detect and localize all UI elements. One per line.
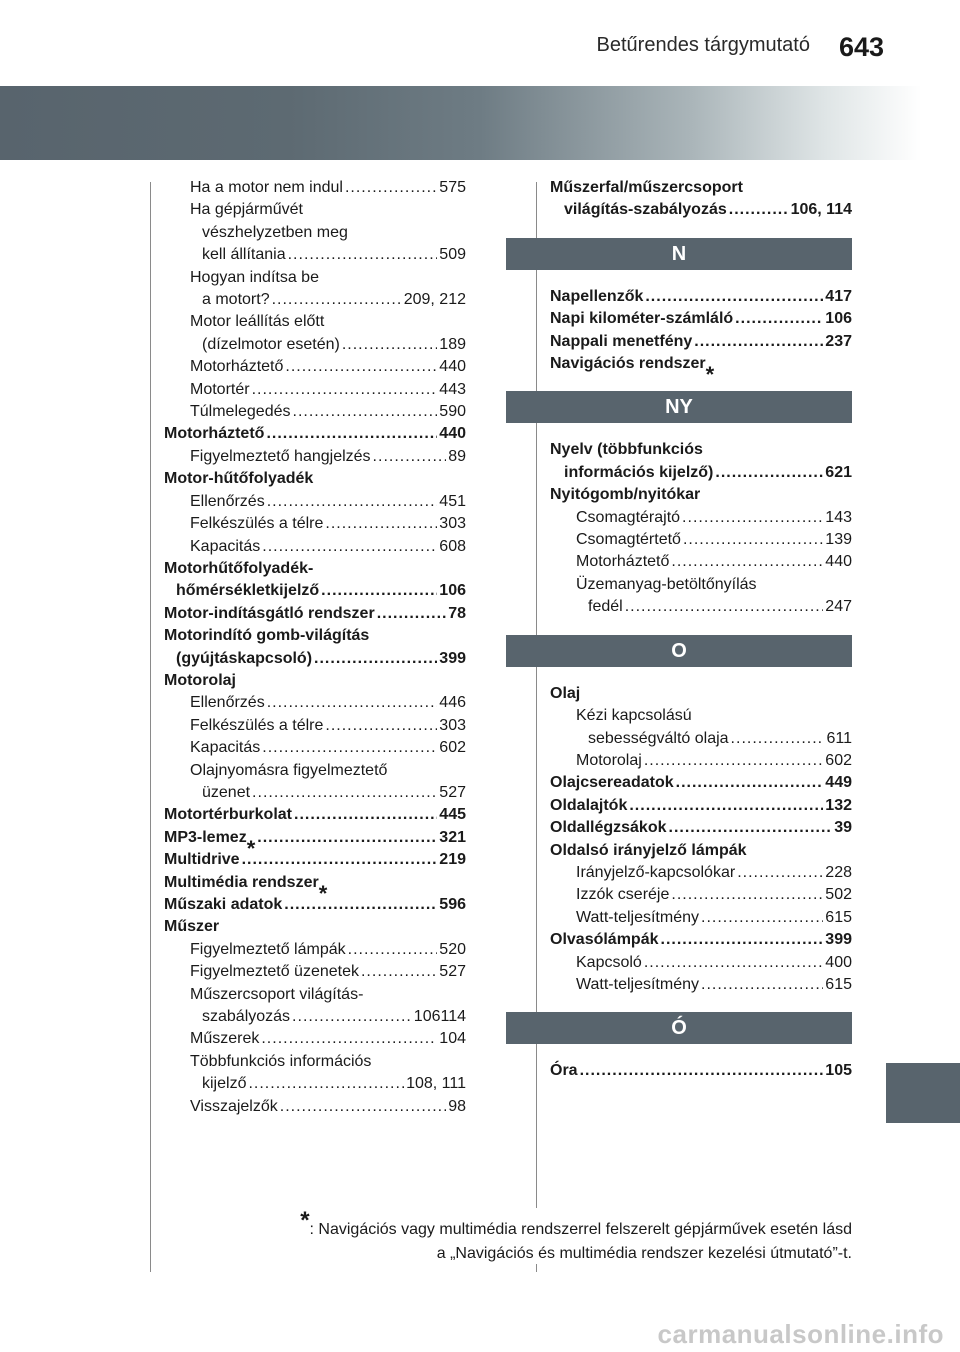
dot-leader (683, 529, 823, 551)
index-entry (164, 513, 466, 535)
index-entry (164, 468, 466, 490)
index-entry (550, 728, 852, 750)
dot-leader (325, 513, 437, 535)
dot-leader (629, 795, 823, 817)
dot-leader (731, 728, 825, 750)
index-entry-term: (gyújtáskapcsoló) (176, 649, 313, 667)
index-entry-term: Motortér (190, 380, 250, 398)
index-entry-page: 106114 (413, 1008, 466, 1026)
index-entry-term: Felkészülés a télre (190, 716, 324, 734)
index-entry (164, 491, 466, 513)
index-entry-term: Olajnyomásra figyelmeztető (190, 761, 388, 779)
index-entry-term: világítás-szabályozás (564, 201, 727, 219)
dot-leader (729, 199, 789, 221)
index-entry (164, 1028, 466, 1050)
index-entry-page: 132 (825, 796, 852, 814)
dot-leader (267, 692, 438, 714)
index-entry-page: 527 (439, 783, 466, 801)
index-entry (164, 603, 466, 625)
index-entry-page: 608 (439, 537, 466, 555)
index-entry (550, 817, 852, 839)
dot-leader (325, 715, 437, 737)
dot-leader (676, 772, 824, 794)
dot-leader (580, 1060, 824, 1082)
index-entry-page: 615 (825, 908, 852, 926)
index-entry-term: Műszer (164, 918, 220, 936)
index-entry (164, 1073, 466, 1095)
index-entry (550, 907, 852, 929)
index-entry-page: 89 (448, 447, 466, 465)
index-entry (164, 916, 466, 938)
dot-leader (737, 862, 823, 884)
index-entry (164, 961, 466, 983)
index-entry-page: 209, 212 (403, 291, 466, 309)
index-entry-term: Kapacitás (190, 739, 261, 757)
index-entry-page: 105 (825, 1062, 852, 1080)
index-entry-page: 39 (834, 819, 852, 837)
index-entry-term: Figyelmeztető hangjelzés (190, 447, 371, 465)
section-letter-header: NY (506, 391, 852, 423)
dot-leader (314, 648, 437, 670)
index-entry (164, 760, 466, 782)
index-entry (550, 929, 852, 951)
dot-leader (361, 961, 437, 983)
index-entry (164, 289, 466, 311)
footnote (200, 1207, 852, 1266)
section-letter-header: N (506, 238, 852, 270)
index-entry-term: Ellenőrzés (190, 492, 265, 510)
index-entry-term: Olajcsereadatok (550, 774, 674, 792)
chapter-tab (886, 1063, 960, 1123)
index-entry-page: 143 (825, 508, 852, 526)
dot-leader (671, 551, 823, 573)
index-entry (550, 795, 852, 817)
dot-leader (715, 462, 823, 484)
index-entry (164, 423, 466, 445)
index-entry (550, 199, 852, 221)
index-entry-term: Oldalajtók (550, 796, 628, 814)
index-entry (550, 574, 852, 596)
index-entry-page: 104 (439, 1030, 466, 1048)
index-entry (164, 334, 466, 356)
index-entry-term: Olaj (550, 684, 581, 702)
index-entry (550, 974, 852, 996)
index-entry (550, 772, 852, 794)
index-entry-term: üzenet (202, 783, 251, 801)
index-entry-term: Ha a motor nem indul (190, 179, 343, 196)
index-entry: Multimédia rendszer * (164, 873, 328, 906)
index-entry-page: 106, 114 (790, 201, 852, 219)
footnote-line-1: : Navigációs vagy multimédia rendszerrel felszerelt gépjárművek esetén lásd (309, 1221, 852, 1238)
index-entry-term: Figyelmeztető üzenetek (190, 963, 359, 981)
index-entry-page: 602 (825, 751, 852, 769)
index-entry-page: 98 (448, 1097, 466, 1115)
index-entry (550, 1060, 852, 1082)
index-entry-term: Kézi kapcsolású (576, 707, 692, 725)
index-entry (164, 804, 466, 826)
index-entry-term: Izzók cseréje (576, 886, 670, 904)
dot-leader (644, 750, 823, 772)
index-entry (550, 484, 852, 506)
dot-leader (735, 308, 823, 330)
index-entry-page: 400 (825, 953, 852, 971)
index-entry-page: 596 (439, 896, 466, 913)
footnote-star: * (300, 1207, 310, 1234)
index-entry-page: 440 (439, 358, 466, 376)
index-entry-page: 443 (439, 380, 466, 398)
column-divider-left (150, 182, 151, 1272)
index-entry-term: Műszerek (190, 1030, 260, 1048)
index-entry (550, 308, 852, 330)
index-entry (164, 1096, 466, 1118)
index-entry-term: Motorindító gomb-világítás (164, 627, 370, 645)
dot-leader (242, 849, 438, 871)
watermark: carmanualsonline.info (657, 1319, 944, 1349)
dot-leader (280, 1096, 446, 1118)
index-entry-term: Oldalsó irányjelző lámpák (550, 841, 747, 859)
index-entry (164, 177, 466, 199)
index-entry-term: Műszercsoport világítás- (190, 985, 364, 1003)
index-entry-term: Motor-indításgátló rendszer (164, 604, 375, 622)
dot-leader (248, 1073, 404, 1095)
index-entry (164, 849, 466, 871)
dot-leader (285, 356, 437, 378)
dot-leader (377, 603, 447, 625)
index-entry-page: 615 (825, 975, 852, 993)
index-entry-term: Motortérburkolat (164, 806, 292, 824)
footnote-line-2: a „Navigációs és multimédia rendszer kezelési útmutató”-t. (436, 1245, 852, 1262)
index-entry (164, 379, 466, 401)
index-entry-term: Kapacitás (190, 537, 261, 555)
index-entry-term: Irányjelző-kapcsolókar (576, 863, 736, 881)
dot-leader (288, 244, 438, 266)
dot-leader (645, 286, 823, 308)
index-entry-page: 509 (439, 246, 466, 264)
index-entry-page: 602 (439, 739, 466, 757)
index-entry-term: Csomagtérajtó (576, 508, 681, 526)
dot-leader (701, 907, 823, 929)
index-entry (164, 894, 466, 916)
index-entry (164, 715, 466, 737)
index-entry (164, 356, 466, 378)
dot-leader (348, 939, 438, 961)
index-entry-page: 399 (825, 931, 852, 949)
dot-leader (257, 827, 437, 849)
index-entry (550, 840, 852, 862)
index-entry (164, 244, 466, 266)
index-entry-term: Motorháztető (164, 425, 265, 443)
index-entry (550, 177, 852, 199)
index-entry-term: Kapcsoló (576, 953, 642, 971)
dot-leader (345, 177, 437, 199)
index-entry-term: Watt-teljesítmény (576, 908, 699, 926)
index-entry-page: 575 (439, 179, 466, 196)
index-entry-term: Multimédia rendszer (164, 873, 319, 891)
index-entry-term: Csomagtértető (576, 531, 681, 549)
index-entry-page: 303 (439, 716, 466, 734)
index-entry-term: Motor leállítás előtt (190, 313, 325, 331)
index-entry: MP3-lemez * ..... 321 (164, 827, 466, 849)
index-entry (550, 462, 852, 484)
index-entry (164, 625, 466, 647)
section-letter-header: Ó (506, 1012, 852, 1044)
index-entry-term: Motor-hűtőfolyadék (164, 470, 314, 488)
dot-leader (292, 1006, 412, 1028)
index-entry-page: 247 (825, 598, 852, 616)
dot-leader (293, 401, 438, 423)
index-entry-page: 303 (439, 515, 466, 533)
running-header-title: Betűrendes tárgymutató (596, 34, 810, 56)
index-entry-term: kijelző (202, 1075, 247, 1093)
dot-leader (272, 289, 402, 311)
index-entry-term: Többfunkciós információs (190, 1052, 372, 1070)
index-entry (164, 580, 466, 602)
index-entry-term: Nyelv (többfunkciós (550, 441, 703, 459)
index-entry-term: Műszerfal/műszercsoport (550, 179, 743, 196)
index-entry (164, 648, 466, 670)
index-entry-term: Watt-teljesítmény (576, 975, 699, 993)
dot-leader (669, 817, 833, 839)
dot-leader (261, 1028, 437, 1050)
dot-leader (661, 929, 824, 951)
index-entry-term: Napellenzők (550, 287, 644, 305)
index-entry-term: Visszajelzők (190, 1097, 278, 1115)
index-entry (164, 536, 466, 558)
index-entry-page: 78 (448, 604, 466, 622)
dot-leader (252, 782, 437, 804)
index-entry (550, 529, 852, 551)
index-entry-term: Olvasólámpák (550, 931, 659, 949)
dot-leader (321, 580, 437, 602)
index-entry-page: 139 (825, 531, 852, 549)
index-entry-term: kell állítania (202, 246, 286, 264)
index-entry (550, 952, 852, 974)
index-entry-term: Motorháztető (190, 358, 284, 376)
index-entry-term: Motorháztető (576, 553, 670, 571)
index-entry-term: Figyelmeztető lámpák (190, 940, 346, 958)
dot-leader (267, 491, 438, 513)
index-column-right (550, 177, 852, 1083)
index-entry-term: (dízelmotor esetén) (202, 335, 340, 353)
index-entry: Navigációs rendszer * (550, 355, 715, 388)
dot-leader (284, 894, 437, 916)
index-entry-page: 108, 111 (406, 1075, 466, 1093)
index-entry-page: 590 (439, 403, 466, 421)
dot-leader (701, 974, 823, 996)
index-entry-term: Navigációs rendszer (550, 355, 706, 373)
index-entry-page: 189 (439, 335, 466, 353)
index-entry (550, 507, 852, 529)
index-entry (550, 683, 852, 705)
index-entry (164, 1051, 466, 1073)
dot-leader (373, 446, 447, 468)
index-entry-term: Óra (550, 1062, 578, 1080)
dot-leader (266, 423, 437, 445)
index-entry (550, 439, 852, 461)
index-entry (164, 222, 466, 244)
dot-leader (262, 737, 437, 759)
dot-leader (252, 379, 438, 401)
index-entry-term: információs kijelző) (564, 463, 714, 481)
index-entry (164, 401, 466, 423)
index-entry-term: Túlmelegedés (190, 403, 291, 421)
index-entry (164, 782, 466, 804)
index-entry (164, 446, 466, 468)
index-entry (550, 862, 852, 884)
index-entry (164, 558, 466, 580)
index-entry-page: 219 (439, 851, 466, 869)
index-entry-page: 502 (825, 886, 852, 904)
index-entry (164, 692, 466, 714)
dot-leader (625, 596, 824, 618)
index-entry (164, 939, 466, 961)
index-entry-term: Ellenőrzés (190, 694, 265, 712)
dot-leader (671, 884, 823, 906)
index-entry (550, 750, 852, 772)
index-entry-term: Napi kilométer-számláló (550, 310, 734, 328)
index-entry-term: Motorolaj (164, 671, 236, 689)
index-entry-page: 106 (825, 310, 852, 328)
index-entry (164, 670, 466, 692)
index-column-left (164, 177, 466, 1118)
index-entry-page: 399 (439, 649, 466, 667)
index-entry-term: Oldallégzsákok (550, 819, 667, 837)
index-entry-term: a motort? (202, 291, 270, 309)
index-entry-page: 527 (439, 963, 466, 981)
column-divider-middle (536, 182, 537, 1208)
index-entry (164, 199, 466, 221)
index-entry-page: 106 (439, 582, 466, 600)
index-entry (164, 984, 466, 1006)
index-entry-term: sebességváltó olaja (588, 729, 729, 747)
dot-leader (294, 804, 437, 826)
index-entry-page: 228 (825, 863, 852, 881)
index-entry (164, 1006, 466, 1028)
dot-leader (694, 331, 823, 353)
index-entry (164, 311, 466, 333)
index-entry (550, 331, 852, 353)
index-entry (550, 705, 852, 727)
index-entry-term: Motorolaj (576, 751, 642, 769)
index-entry-term: Ha gépjárművét (190, 201, 303, 219)
index-entry-page: 417 (825, 287, 852, 305)
index-entry-page: 449 (825, 774, 852, 792)
index-entry-term: szabályozás (202, 1008, 291, 1026)
index-entry (164, 267, 466, 289)
index-entry-page: 321 (439, 828, 466, 846)
index-entry (164, 737, 466, 759)
index-entry-term: Nappali menetfény (550, 332, 693, 350)
dot-leader (262, 536, 437, 558)
index-entry (550, 286, 852, 308)
dot-leader (342, 334, 437, 356)
header-band (0, 86, 960, 160)
section-letter-header: O (506, 635, 852, 667)
index-entry-page: 520 (439, 940, 466, 958)
index-entry-page: 451 (439, 492, 466, 510)
index-entry-term: Nyitógomb/nyitókar (550, 486, 701, 504)
page-number: 643 (838, 32, 884, 62)
dot-leader (644, 952, 823, 974)
index-entry-page: 440 (825, 553, 852, 571)
index-entry-term: Felkészülés a télre (190, 515, 324, 533)
index-entry-page: 446 (439, 694, 466, 712)
index-entry (550, 884, 852, 906)
index-entry-term: Műszaki adatok (164, 896, 283, 913)
index-entry-term: Motorhűtőfolyadék- (164, 559, 314, 577)
index-entry-term: hőmérsékletkijelző (176, 582, 320, 600)
index-entry-page: 621 (825, 463, 852, 481)
index-entry-page: 445 (439, 806, 466, 824)
dot-leader (682, 507, 823, 529)
index-entry-term: Multidrive (164, 851, 240, 869)
index-entry-term: vészhelyzetben meg (202, 223, 348, 241)
index-entry-page: 440 (439, 425, 466, 443)
index-entry (550, 596, 852, 618)
index-entry-term: fedél (588, 598, 623, 616)
index-entry-term: MP3-lemez (164, 828, 247, 846)
index-entry-term: Üzemanyag-betöltőnyílás (576, 575, 757, 593)
index-entry-page: 611 (826, 729, 852, 747)
index-entry (550, 551, 852, 573)
index-entry-term: Hogyan indítsa be (190, 268, 319, 286)
index-entry-page: 237 (825, 332, 852, 350)
